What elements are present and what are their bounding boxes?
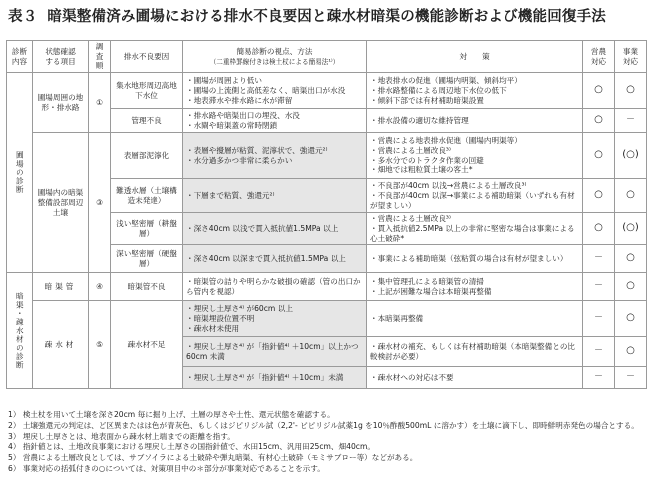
measure-cell: ・ 疎水材への対応は不要 [367, 367, 583, 389]
view-cell: ・ 埋戻し土厚さ⁴⁾ が60cm 以上 ・ 暗渠埋設位置不明 ・ 疎水材未使用 [183, 301, 367, 337]
project-cell: (○) [615, 213, 647, 245]
project-cell: ○ [615, 245, 647, 273]
factor-cell: 疎水材不足 [111, 301, 183, 389]
footnote: 6） 事業対応の括弧付きの○については、対策項目中の＊部分が事業対応であることを示す。 [8, 463, 325, 473]
header-diag: 診断 内容 [7, 41, 33, 73]
view-cell: ・ 排水路や暗渠出口の埋没、水没 ・ 水閘や暗渠蓋の常時閉鎖 [183, 109, 367, 133]
view-cell: ・ 埋戻し土厚さ⁴⁾ が「指針値⁴⁾ ＋10cm」未満 [183, 367, 367, 389]
footnote: 3） 埋戻し土厚さとは、地表面から疎水材上端までの距離を指す。 [8, 431, 235, 441]
factor-cell: 集水地形周辺高地下水位 [111, 73, 183, 109]
header-survey: 調査 順 [89, 41, 111, 73]
survey-cell: ④ [89, 273, 111, 301]
item-cell: 暗渠管 [33, 273, 89, 301]
farm-cell: ○ [583, 179, 615, 213]
project-cell: ○ [615, 337, 647, 367]
footnote: 1） 検土杖を用いて土壌を深さ20cm 毎に掘り上げ、土層の厚さや土性、還元状態を確認する。 [8, 410, 335, 419]
measure-cell: ・ 排水設備の適切な維持管理 [367, 109, 583, 133]
footnotes [8, 410, 644, 475]
view-cell: ・ 深さ40cm 以浅で貫入抵抗値1.5MPa 以上 [183, 213, 367, 245]
footnote: 5） 営農による土層改良としては、サブソイラによる土破砕や弾丸暗渠、有材心土破砕（モミサブロー等）などがある。 [8, 453, 418, 463]
table-row [7, 73, 647, 109]
footnote: 2） 土壌強還元の判定は、ど区異またはは色が青灰色、もしくはジピリジル試（2,2'- ビピリジル試薬1g を10％酢酸500mL に溶かす）を土壌に滴下し、即時鮮明赤発色の場合とする。 [8, 420, 639, 430]
view-cell: ・ 表層や攪層が粘質、泥濘状で、強還元²⁾ ・ 水分過多かつ非常に柔らかい [183, 133, 367, 179]
survey-cell: ① [89, 73, 111, 133]
view-cell: ・ 下層まで粘質、強還元²⁾ [183, 179, 367, 213]
farm-cell: － [583, 273, 615, 301]
measure-cell: ・ 事業による補助暗渠（弦粘質の場合は有材が望ましい） [367, 245, 583, 273]
table-title-text: 暗渠整備済み圃場における排水不良要因と疎水材暗渠の機能診断および機能回復手法 [47, 9, 607, 25]
farm-cell: － [583, 245, 615, 273]
measure-cell: ・ 地表排水の促進（圃場内明渠、傾斜均平） ・ 排水路整備による周辺地下水位の低下 ・ 傾斜下部では有材補助暗渠設置 [367, 73, 583, 109]
factor-cell: 難透水層（土壌構造未発達） [111, 179, 183, 213]
table-number: 表３ [8, 9, 38, 25]
footnote: 4） 指針値とは、土地改良事業における埋戻し土厚さの国指針値で、水田15cm、汎用田25cm、畑40cm。 [8, 442, 375, 452]
measure-cell: ・ 不良部が40cm 以浅→営農による土層改良³⁾ ・ 不良部が40cm 以深→事業による補助暗渠（いずれも有材が望ましい） [367, 179, 583, 213]
factor-cell: 暗渠管不良 [111, 273, 183, 301]
view-cell: ・ 圃場が周囲より低い ・ 圃場の上流側と高低差なく、暗渠出口が水没 ・ 地表滞水や排水路に水が滞留 [183, 73, 367, 109]
project-cell: ○ [615, 179, 647, 213]
measure-cell: ・ 本暗渠再整備 [367, 301, 583, 337]
project-cell: ○ [615, 273, 647, 301]
factor-cell: 浅い堅密層（耕盤層） [111, 213, 183, 245]
project-cell: (○) [615, 133, 647, 179]
farm-cell: ○ [583, 109, 615, 133]
factor-cell: 表層部泥濘化 [111, 133, 183, 179]
project-cell: ○ [615, 73, 647, 109]
header-row [7, 41, 647, 73]
item-cell: 圃場内の暗渠整備設部周辺土壌 [33, 133, 89, 273]
diagnosis-table [6, 40, 647, 389]
factor-cell: 管理不良 [111, 109, 183, 133]
project-cell: ○ [615, 301, 647, 337]
survey-cell: ⑤ [89, 301, 111, 389]
measure-cell: ・ 営農による土層改良³⁾ ・ 貫入抵抗値2.5MPa 以上の非常に堅密な場合は事業による心土破砕* [367, 213, 583, 245]
table-row [7, 273, 647, 301]
farm-cell: ○ [583, 133, 615, 179]
group-drain: 暗渠・疎水材の診断 [7, 273, 33, 389]
survey-cell: ③ [89, 133, 111, 273]
measure-cell: ・ 疎水材の補充、もしくは有材補助暗渠（本暗渠整備との比較検討が必要） [367, 337, 583, 367]
table-row [7, 133, 647, 179]
header-farm: 営農 対応 [583, 41, 615, 73]
view-cell: ・ 暗渠管の詰りや明らかな破損の確認（管の出口から管内を視認） [183, 273, 367, 301]
project-cell: － [615, 109, 647, 133]
measure-cell: ・ 営農による地表排水促進（圃場内明渠等） ・ 営農による土層改良³⁾ ・ 多水分でのトラクタ作業の回避 ・ 畑地では粗粒質土壌の客土* [367, 133, 583, 179]
table-row [7, 301, 647, 337]
measure-cell: ・ 集中管理孔による暗渠管の清掃 ・ 上記が困難な場合は本暗渠再整備 [367, 273, 583, 301]
header-item: 状態確認 する項目 [33, 41, 89, 73]
farm-cell: ○ [583, 73, 615, 109]
farm-cell: － [583, 367, 615, 389]
farm-cell: ○ [583, 213, 615, 245]
item-cell: 疎水材 [33, 301, 89, 389]
header-factor: 排水不良要因 [111, 41, 183, 73]
view-cell: ・ 埋戻し土厚さ⁴⁾ が「指針値⁴⁾ ＋10cm」以上かつ60cm 未満 [183, 337, 367, 367]
view-cell: ・ 深さ40cm 以深まで貫入抵抗値1.5MPa 以上 [183, 245, 367, 273]
farm-cell: － [583, 337, 615, 367]
table-title [8, 5, 606, 26]
header-measure: 対 策 [367, 41, 583, 73]
factor-cell: 深い堅密層（硬盤層） [111, 245, 183, 273]
item-cell: 圃場周囲の地形・排水路 [33, 73, 89, 133]
project-cell: － [615, 367, 647, 389]
header-view: 簡易診断の視点、方法 （二重枠罫線付きは検土杖による簡易法¹⁾） [183, 41, 367, 73]
group-field: 圃場の診断 [7, 73, 33, 273]
farm-cell: － [583, 301, 615, 337]
header-project: 事業 対応 [615, 41, 647, 73]
